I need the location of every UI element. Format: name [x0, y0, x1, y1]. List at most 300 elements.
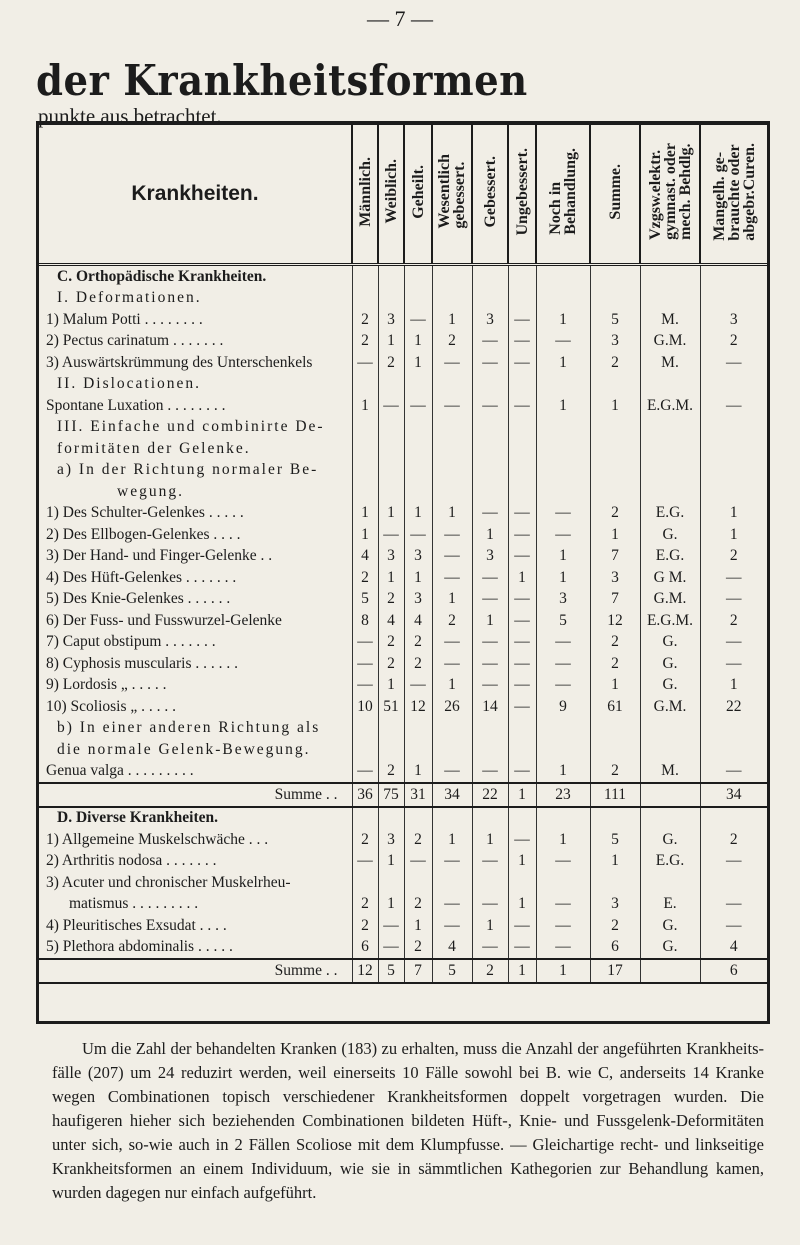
cell-col-3 [404, 288, 432, 310]
cell-col-1 [352, 265, 378, 288]
cell-col-5 [472, 872, 508, 894]
cell-col-1: 2 [352, 567, 378, 589]
cell-col-1: — [352, 352, 378, 374]
cell-col-1: 2 [352, 309, 378, 331]
section-row [39, 807, 767, 830]
row-label: 7) Caput obstipum . . . . . . . [39, 632, 352, 654]
cell-col-9 [640, 807, 700, 830]
table-row [39, 288, 767, 310]
cell-col-7 [536, 718, 590, 740]
table-row [39, 653, 767, 675]
statistics-table-frame [36, 121, 770, 1024]
cell-col-7 [536, 265, 590, 288]
cell-col-5 [472, 807, 508, 830]
cell-col-1: 1 [352, 395, 378, 417]
cell-col-2 [378, 872, 404, 894]
row-label: Genua valga . . . . . . . . . [39, 761, 352, 784]
cell-col-6: — [508, 352, 536, 374]
row-label: Summe . . [39, 783, 352, 807]
cell-col-3: 31 [404, 783, 432, 807]
sum-row [39, 959, 767, 983]
cell-col-1: 1 [352, 524, 378, 546]
cell-col-9: G.M. [640, 589, 700, 611]
cell-col-8: 3 [590, 894, 640, 916]
cell-col-8: 5 [590, 309, 640, 331]
cell-col-7: 1 [536, 309, 590, 331]
table-row [39, 632, 767, 654]
cell-col-10 [700, 265, 767, 288]
cell-col-8: 7 [590, 589, 640, 611]
cell-col-1: — [352, 653, 378, 675]
table-row [39, 872, 767, 894]
col-header-incomplete-cures: Mangelh. ge- brauchte oder abgebr.Curen. [700, 125, 767, 265]
cell-col-2 [378, 739, 404, 761]
table-row [39, 739, 767, 761]
cell-col-10: — [726, 654, 742, 672]
cell-col-7 [536, 417, 590, 439]
cell-col-4: 4 [432, 937, 472, 960]
footer-note: Um die Zahl der behandelten Kranken (183) zu erhalten, muss die Anzahl der angeführten Krankheits-fälle (207) um 24 reduzirt werden, weil einerseits 10 Fälle sowohl bei B. wie C, anderseits 14 Kranke wegen Combinationen topisch verschiedener Krankheitsformen doppelt vorgetragen wurden. Die haufigeren hieher sich beziehenden Combinationen bildeten Hüft-, Knie- und Fussgelenk-Deformitäten unter sich, so-wie auch in 2 Fällen Scoliose mit dem Klumpfusse. — Gleichartige recht- und linkseitige Krankheitsformen an einem Individuum, wie sie in sämmtlichen Kathegorien zur Behandlung kamen, wurden dagegen nur einfach aufgeführt. [52, 1039, 764, 1202]
col-header-sum: Summe. [590, 125, 640, 265]
cell-col-4: 1 [432, 309, 472, 331]
cell-col-3: 1 [404, 503, 432, 525]
cell-col-8 [590, 807, 640, 830]
cell-col-6 [508, 417, 536, 439]
cell-col-4: — [432, 653, 472, 675]
row-label: 5) Des Knie-Gelenkes . . . . . . [39, 589, 352, 611]
row-label: matismus . . . . . . . . . [39, 894, 352, 916]
cell-col-9 [640, 438, 700, 460]
cell-col-4: — [432, 524, 472, 546]
cell-col-3 [404, 438, 432, 460]
cell-col-5 [472, 438, 508, 460]
row-label: 4) Pleuritisches Exsudat . . . . [39, 915, 352, 937]
cell-col-1 [352, 417, 378, 439]
cell-col-4: 26 [432, 696, 472, 718]
cell-col-10: 2 [729, 332, 738, 350]
cell-col-2: 3 [378, 829, 404, 851]
cell-col-3 [404, 460, 432, 482]
cell-col-4 [432, 481, 472, 503]
col-header-much-improved: Wesentlich gebessert. [432, 125, 472, 265]
table-row [39, 851, 767, 873]
row-label: 6) Der Fuss- und Fusswurzel-Gelenke [39, 610, 352, 632]
cell-col-5: 1 [472, 915, 508, 937]
cell-col-6: — [508, 915, 536, 937]
cell-col-10: 6 [700, 959, 767, 983]
cell-col-4: 1 [432, 675, 472, 697]
cell-col-7: 3 [536, 589, 590, 611]
cell-col-4: 1 [432, 503, 472, 525]
cell-col-8: 5 [590, 829, 640, 851]
cell-col-7: 1 [536, 959, 590, 983]
cell-col-8: 3 [590, 331, 640, 353]
cell-col-7 [536, 288, 590, 310]
cell-col-9 [640, 265, 700, 288]
table-row [39, 675, 767, 697]
row-label: formitäten der Gelenke. [39, 438, 352, 460]
cell-col-3: 2 [404, 894, 432, 916]
cell-col-3: — [404, 675, 432, 697]
cell-col-4 [432, 807, 472, 830]
cell-col-6 [508, 739, 536, 761]
page-heading: der Krankheitsformen [36, 56, 528, 105]
cell-col-5: 1 [472, 829, 508, 851]
cell-col-6: — [508, 395, 536, 417]
cell-col-2: 2 [378, 653, 404, 675]
cell-col-5: — [472, 894, 508, 916]
cell-col-7: — [536, 503, 590, 525]
cell-col-1: 8 [352, 610, 378, 632]
cell-col-7: 23 [536, 783, 590, 807]
cell-col-6 [508, 438, 536, 460]
page-subheading: punkte aus betrachtet. [38, 104, 222, 128]
cell-col-2: — [378, 524, 404, 546]
cell-col-6: — [508, 524, 536, 546]
header-row [39, 125, 767, 265]
cell-col-6 [508, 718, 536, 740]
cell-col-9 [640, 481, 700, 503]
cell-col-9: G. [640, 675, 700, 697]
row-label: Spontane Luxation . . . . . . . . [39, 395, 352, 417]
cell-col-4: 1 [432, 589, 472, 611]
cell-col-4 [432, 872, 472, 894]
row-label: die normale Gelenk-Bewegung. [39, 739, 352, 761]
cell-col-4: — [432, 915, 472, 937]
cell-col-7 [536, 460, 590, 482]
cell-col-10: — [726, 916, 742, 934]
cell-col-1 [352, 718, 378, 740]
cell-col-2 [378, 265, 404, 288]
cell-col-8 [590, 718, 640, 740]
cell-col-10: — [726, 633, 742, 651]
table-row [39, 438, 767, 460]
cell-col-8 [590, 872, 640, 894]
cell-col-9: E.G. [640, 546, 700, 568]
cell-col-9: M. [640, 309, 700, 331]
cell-col-9: M. [640, 761, 700, 784]
page-number: — 7 — [367, 6, 433, 31]
cell-col-3: 3 [404, 546, 432, 568]
cell-col-5 [472, 718, 508, 740]
cell-col-4: — [432, 546, 472, 568]
cell-col-7: — [536, 894, 590, 916]
row-label: D. Diverse Krankheiten. [39, 807, 352, 830]
cell-col-10 [700, 438, 767, 460]
cell-col-3: 4 [404, 610, 432, 632]
cell-col-6: 1 [508, 851, 536, 873]
cell-col-7: 9 [536, 696, 590, 718]
row-label: 2) Des Ellbogen-Gelenkes . . . . [39, 524, 352, 546]
row-label: 10) Scoliosis „ . . . . . [39, 696, 352, 718]
cell-col-6: — [508, 546, 536, 568]
cell-col-7 [536, 739, 590, 761]
cell-col-4 [432, 718, 472, 740]
table-body [39, 265, 767, 983]
cell-col-5 [472, 739, 508, 761]
cell-col-2: 1 [378, 503, 404, 525]
cell-col-9 [640, 374, 700, 396]
cell-col-1: 1 [352, 503, 378, 525]
cell-col-8: 111 [590, 783, 640, 807]
cell-col-4 [432, 460, 472, 482]
cell-col-6: — [508, 331, 536, 353]
cell-col-7: — [536, 937, 590, 960]
cell-col-3: 3 [404, 589, 432, 611]
cell-col-9: G. [640, 524, 700, 546]
row-label: 8) Cyphosis muscularis . . . . . . [39, 653, 352, 675]
table-row [39, 915, 767, 937]
cell-col-8: 2 [590, 915, 640, 937]
cell-col-3: 1 [404, 352, 432, 374]
cell-col-2: 1 [378, 567, 404, 589]
cell-col-3: — [404, 524, 432, 546]
cell-col-2: 1 [378, 894, 404, 916]
cell-col-10 [700, 739, 767, 761]
cell-col-10: 1 [729, 504, 738, 522]
cell-col-10: 1 [729, 676, 738, 694]
cell-col-9: G. [640, 829, 700, 851]
cell-col-7: 1 [536, 567, 590, 589]
cell-col-10 [700, 374, 767, 396]
cell-col-1: 36 [352, 783, 378, 807]
cell-col-9: E.G. [640, 851, 700, 873]
cell-col-3 [404, 265, 432, 288]
cell-col-8 [590, 481, 640, 503]
cell-col-7 [536, 481, 590, 503]
cell-col-5: — [472, 653, 508, 675]
cell-col-8 [590, 739, 640, 761]
row-label: 3) Der Hand- und Finger-Gelenke . . [39, 546, 352, 568]
cell-col-6 [508, 481, 536, 503]
cell-col-8 [590, 438, 640, 460]
cell-col-2 [378, 481, 404, 503]
cell-col-6: 1 [508, 783, 536, 807]
cell-col-1 [352, 481, 378, 503]
cell-col-3: 7 [404, 959, 432, 983]
cell-col-7: — [536, 331, 590, 353]
cell-col-8 [590, 460, 640, 482]
cell-col-2: — [378, 937, 404, 960]
cell-col-2: 1 [378, 851, 404, 873]
row-label: b) In einer anderen Richtung als [39, 718, 352, 740]
cell-col-2: — [378, 915, 404, 937]
row-label: 1) Allgemeine Muskelschwäche . . . [39, 829, 352, 851]
cell-col-9 [640, 959, 700, 983]
cell-col-1: 2 [352, 894, 378, 916]
cell-col-9 [640, 783, 700, 807]
table-row [39, 567, 767, 589]
row-label: 3) Auswärtskrümmung des Unterschenkels [39, 352, 352, 374]
cell-col-3: 1 [404, 331, 432, 353]
table-row [39, 481, 767, 503]
cell-col-5: — [472, 632, 508, 654]
cell-col-8: 1 [590, 395, 640, 417]
cell-col-1 [352, 288, 378, 310]
cell-col-10: 2 [729, 830, 738, 848]
cell-col-6: 1 [508, 567, 536, 589]
table-row [39, 309, 767, 331]
cell-col-1: — [352, 632, 378, 654]
cell-col-2: 2 [378, 632, 404, 654]
cell-col-6: — [508, 653, 536, 675]
cell-col-8 [590, 374, 640, 396]
cell-col-8: 2 [590, 352, 640, 374]
cell-col-9 [640, 718, 700, 740]
cell-col-3 [404, 872, 432, 894]
cell-col-9: M. [640, 352, 700, 374]
cell-col-4: — [432, 851, 472, 873]
row-label: 1) Malum Potti . . . . . . . . [39, 309, 352, 331]
cell-col-8: 12 [590, 610, 640, 632]
cell-col-3 [404, 417, 432, 439]
cell-col-7: 1 [536, 395, 590, 417]
cell-col-1: 12 [352, 959, 378, 983]
cell-col-1 [352, 460, 378, 482]
table-row [39, 829, 767, 851]
cell-col-8: 17 [590, 959, 640, 983]
cell-col-10: — [726, 762, 742, 780]
table-row [39, 503, 767, 525]
cell-col-9: G. [640, 937, 700, 960]
cell-col-8: 2 [590, 632, 640, 654]
cell-col-2 [378, 807, 404, 830]
cell-col-3: 2 [404, 937, 432, 960]
row-label: 5) Plethora abdominalis . . . . . [39, 937, 352, 960]
cell-col-10: 3 [729, 310, 738, 328]
cell-col-2: 2 [378, 352, 404, 374]
cell-col-8: 61 [590, 696, 640, 718]
cell-col-8: 2 [590, 761, 640, 784]
cell-col-10: 22 [726, 697, 742, 715]
cell-col-3 [404, 807, 432, 830]
cell-col-10 [700, 481, 767, 503]
row-label: Summe . . [39, 959, 352, 983]
cell-col-2: 4 [378, 610, 404, 632]
cell-col-2 [378, 438, 404, 460]
statistics-table [39, 125, 767, 984]
cell-col-6: — [508, 937, 536, 960]
cell-col-10 [700, 460, 767, 482]
cell-col-9 [640, 872, 700, 894]
row-label: 2) Pectus carinatum . . . . . . . [39, 331, 352, 353]
cell-col-2: — [378, 395, 404, 417]
cell-col-9: E. [640, 894, 700, 916]
row-label: 3) Acuter und chronischer Muskelrheu- [39, 872, 352, 894]
cell-col-4 [432, 288, 472, 310]
cell-col-4: — [432, 632, 472, 654]
cell-col-6 [508, 872, 536, 894]
cell-col-7: 1 [536, 761, 590, 784]
cell-col-3 [404, 739, 432, 761]
cell-col-6: — [508, 632, 536, 654]
cell-col-9 [640, 417, 700, 439]
cell-col-4 [432, 417, 472, 439]
cell-col-8 [590, 288, 640, 310]
cell-col-1: — [352, 675, 378, 697]
row-label: I. Deformationen. [39, 288, 352, 310]
cell-col-7 [536, 872, 590, 894]
table-row [39, 546, 767, 568]
cell-col-1: 5 [352, 589, 378, 611]
cell-col-10: 1 [729, 525, 738, 543]
cell-col-6: — [508, 309, 536, 331]
cell-col-2: 1 [378, 675, 404, 697]
cell-col-6: — [508, 610, 536, 632]
row-label: wegung. [39, 481, 352, 503]
cell-col-3: 12 [404, 696, 432, 718]
cell-col-4: 2 [432, 610, 472, 632]
cell-col-6: 1 [508, 894, 536, 916]
cell-col-5: — [472, 395, 508, 417]
cell-col-4: 5 [432, 959, 472, 983]
cell-col-10: — [726, 568, 742, 586]
cell-col-1 [352, 374, 378, 396]
cell-col-7: 5 [536, 610, 590, 632]
cell-col-9 [640, 288, 700, 310]
cell-col-9 [640, 460, 700, 482]
cell-col-6: — [508, 761, 536, 784]
section-row [39, 265, 767, 288]
cell-col-5: 3 [472, 546, 508, 568]
cell-col-5: 1 [472, 610, 508, 632]
col-header-female: Weiblich. [378, 125, 404, 265]
row-label: 9) Lordosis „ . . . . . [39, 675, 352, 697]
cell-col-4: 2 [432, 331, 472, 353]
cell-col-8: 1 [590, 851, 640, 873]
table-row [39, 417, 767, 439]
row-label: 2) Arthritis nodosa . . . . . . . [39, 851, 352, 873]
cell-col-3: — [404, 395, 432, 417]
cell-col-10: — [726, 590, 742, 608]
cell-col-2: 1 [378, 331, 404, 353]
col-header-in-treatment: Noch in Behandlung. [536, 125, 590, 265]
table-row [39, 460, 767, 482]
cell-col-3 [404, 718, 432, 740]
cell-col-5: — [472, 851, 508, 873]
cell-col-6: — [508, 829, 536, 851]
cell-col-8: 7 [590, 546, 640, 568]
cell-col-8 [590, 265, 640, 288]
cell-col-1 [352, 739, 378, 761]
cell-col-4: 34 [432, 783, 472, 807]
cell-col-10: — [726, 396, 742, 414]
cell-col-2 [378, 417, 404, 439]
cell-col-4 [432, 438, 472, 460]
cell-col-7: — [536, 915, 590, 937]
cell-col-5: — [472, 675, 508, 697]
cell-col-8: 2 [590, 653, 640, 675]
cell-col-2 [378, 374, 404, 396]
cell-col-10: 2 [729, 547, 738, 565]
cell-col-3 [404, 481, 432, 503]
col-header-diseases: Krankheiten. [39, 125, 352, 265]
cell-col-5: — [472, 352, 508, 374]
cell-col-4: — [432, 761, 472, 784]
table-row [39, 524, 767, 546]
cell-col-9: G. [640, 632, 700, 654]
cell-col-10: — [726, 353, 742, 371]
cell-col-1: 2 [352, 915, 378, 937]
cell-col-2 [378, 288, 404, 310]
cell-col-2: 75 [378, 783, 404, 807]
col-header-improved: Gebessert. [472, 125, 508, 265]
cell-col-3: 2 [404, 829, 432, 851]
cell-col-10 [700, 807, 767, 830]
cell-col-3 [404, 374, 432, 396]
cell-col-3: — [404, 309, 432, 331]
table-row [39, 696, 767, 718]
